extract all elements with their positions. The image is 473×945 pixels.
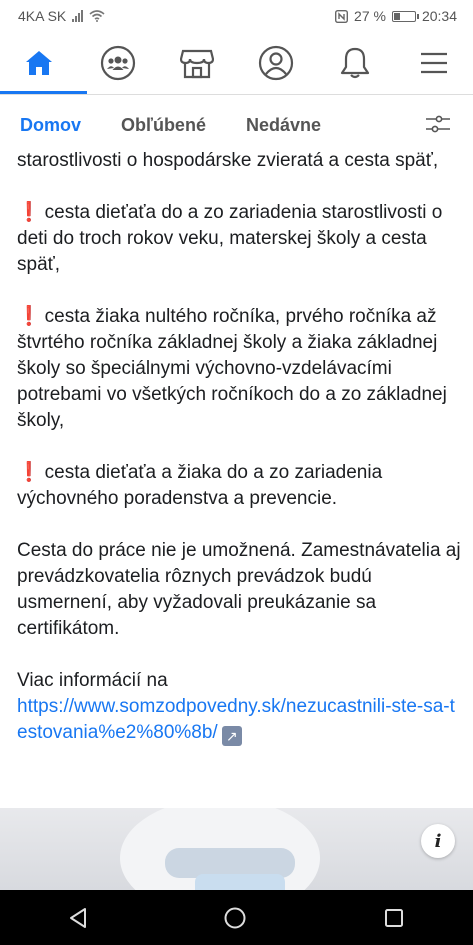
nfc-icon	[335, 10, 348, 23]
groups-icon	[100, 45, 136, 81]
tab-home[interactable]: Domov	[20, 114, 82, 135]
post-item	[17, 200, 462, 278]
nav-profile[interactable]	[246, 33, 306, 93]
post-image[interactable]	[0, 808, 473, 890]
profile-icon	[258, 45, 294, 81]
post-item-text: cesta dieťaťa do a zo zariadenia starostlivosti o deti do troch rokov veku, materskej školy a cesta späť,	[17, 202, 443, 275]
wifi-icon	[89, 10, 105, 22]
post-content	[17, 148, 462, 746]
post-item-text: cesta dieťaťa a žiaka do a zo zariadenia výchovného poradenstva a prevencie.	[17, 462, 383, 509]
external-link-icon[interactable]: ↗	[222, 726, 242, 746]
nav-groups[interactable]	[88, 33, 148, 93]
status-bar	[0, 0, 473, 32]
status-right	[335, 8, 457, 24]
tab-favorites[interactable]: Obľúbené	[121, 114, 206, 135]
notifications-icon	[340, 46, 370, 80]
marketplace-icon	[180, 47, 214, 79]
tab-recent[interactable]: Nedávne	[245, 114, 321, 135]
info-button[interactable]: i	[421, 824, 455, 858]
nav-notifications[interactable]	[325, 33, 385, 93]
top-nav	[0, 32, 473, 94]
image-mask	[195, 874, 285, 890]
status-left	[18, 8, 105, 24]
post-item	[17, 304, 462, 434]
exclamation-icon: ❗	[17, 306, 41, 327]
filter-button[interactable]	[425, 113, 451, 140]
more-info	[17, 668, 462, 746]
nav-home[interactable]	[9, 33, 69, 93]
post-item-text: cesta žiaka nultého ročníka, prvého ročníka až štvrtého ročníka základnej školy a žiaka základnej školy so špeciálnymi výchovno-vzdelávacími potrebami vo všetkých ročníkoch do a zo základnej školy,	[17, 306, 447, 431]
battery-percent: 27 %	[354, 8, 386, 24]
nav-marketplace[interactable]	[167, 33, 227, 93]
post-text-partial: starostlivosti o hospodárske zvieratá a cesta späť,	[17, 150, 439, 171]
clock: 20:34	[421, 8, 457, 24]
post-link[interactable]: https://www.somzodpovedny.sk/nezucastnili-ste-sa-testovania%e2%80%8b/	[17, 696, 455, 743]
signal-icon	[72, 10, 83, 22]
exclamation-icon: ❗	[17, 462, 41, 483]
battery-icon	[392, 11, 416, 22]
android-nav-bar	[0, 890, 473, 945]
exclamation-icon: ❗	[17, 202, 41, 223]
menu-icon	[419, 51, 449, 75]
post-item	[17, 460, 462, 512]
home-icon	[24, 49, 54, 77]
home-circle-icon[interactable]	[223, 906, 247, 930]
more-info-label: Viac informácií na	[17, 670, 168, 691]
nav-menu[interactable]	[404, 33, 464, 93]
carrier-label: 4KA SK	[18, 8, 67, 24]
filter-icon	[425, 113, 451, 135]
nav-divider	[0, 94, 473, 95]
work-note: Cesta do práce nie je umožnená. Zamestnávatelia aj prevádzkovatelia rôznych prevádzok budú usmernení, aby vyžadovali preukázanie sa certifikátom.	[17, 540, 461, 639]
recents-icon[interactable]	[383, 907, 405, 929]
feed-tabs	[0, 100, 473, 150]
back-icon[interactable]	[68, 907, 88, 929]
